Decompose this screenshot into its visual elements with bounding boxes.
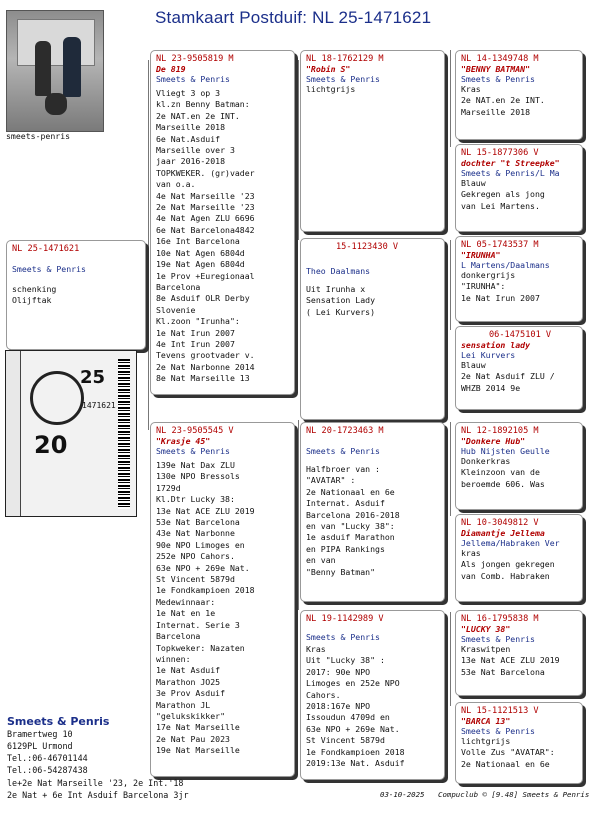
father-father-card[interactable]	[300, 50, 445, 232]
stamp-band	[6, 351, 21, 516]
mf-line: Barcelona 2016-2018	[306, 509, 400, 520]
ff-line: lichtgrijs	[306, 84, 356, 94]
fff-ring: NL 14-1349748 M	[461, 54, 539, 64]
stamp-number: 25	[80, 367, 106, 388]
house-shape	[17, 19, 95, 66]
owner-name: Smeets & Penris	[7, 715, 110, 728]
ggp-ffm-card[interactable]	[455, 144, 583, 232]
mother-mother-card[interactable]	[300, 610, 445, 780]
father-line: Vliegt 3 op 3	[156, 88, 221, 98]
ffm-name: dochter "t Streepke"	[461, 158, 560, 168]
mf-line: Halfbroer van :	[306, 464, 380, 474]
stamp-code: 1471621	[82, 401, 116, 410]
fm-breeder: Theo Daalmans	[306, 266, 371, 276]
mm-line: 1e Fondkampioen 2018	[306, 746, 405, 757]
ggp-mmm-card[interactable]	[455, 702, 583, 784]
mmf-line: 53e Nat Barcelona	[461, 666, 545, 677]
owner-block	[7, 716, 109, 776]
fmm-line: Blauw	[461, 360, 486, 370]
mf-line: en van "Lucky 38":	[306, 521, 395, 532]
mm-line: Cahors.	[306, 689, 341, 700]
pigeon-logo-icon	[30, 371, 84, 425]
fmf-breeder: L Martens/Daalmans	[461, 260, 550, 270]
father-line: Barcelona	[156, 281, 201, 292]
mmm-ring: NL 15-1121513 V	[461, 706, 539, 716]
mf-line: en van	[306, 555, 336, 566]
dog-shape	[45, 93, 67, 115]
ffm-line: Blauw	[461, 178, 486, 188]
fmf-line: 1e Nat Irun 2007	[461, 292, 540, 303]
page-title: Stamkaart Postduif: NL 25-1471621	[155, 8, 432, 27]
mother-line: 139e Nat Dax ZLU	[156, 460, 235, 470]
mm-breeder: Smeets & Penris	[306, 632, 380, 642]
mother-line: 17e Nat Marseille	[156, 722, 240, 733]
mother-line: Medewinnaar:	[156, 596, 216, 607]
bottom-note: 2e Nat + 6e Int Asduif Barcelona 3jr	[7, 790, 189, 800]
ggp-mff-card[interactable]	[455, 422, 583, 510]
father-line: Kl.zoon "Irunha":	[156, 316, 240, 327]
father-line: 4e Int Irun 2007	[156, 338, 235, 349]
mmm-name: "BARCA 13"	[461, 716, 511, 726]
photo-caption: smeets-penris	[6, 131, 71, 141]
ff-ring: NL 18-1762129 M	[306, 54, 384, 64]
father-line: 16e Int Barcelona	[156, 236, 240, 247]
owner-photo	[6, 10, 104, 132]
mmf-name: "LUCKY 38"	[461, 624, 511, 634]
ggp-fmf-card[interactable]	[455, 236, 583, 322]
mother-line: 19e Nat Marseille	[156, 745, 240, 756]
fff-line: Marseille 2018	[461, 106, 531, 117]
mmf-ring: NL 16-1795838 M	[461, 614, 539, 624]
mother-line: winnen:	[156, 653, 191, 664]
mother-line: 3e Prov Asduif	[156, 688, 226, 699]
mm-line: 2018:167e NPO	[306, 701, 371, 712]
fmm-ring: 06-1475101 V	[489, 330, 552, 340]
mother-card[interactable]	[150, 422, 295, 777]
father-breeder: Smeets & Penris	[156, 74, 230, 84]
mother-line: 1e Fondkampioen 2018	[156, 585, 255, 596]
person-left	[35, 41, 51, 96]
father-line: 1e Nat Irun 2007	[156, 327, 235, 338]
ggp-fmm-card[interactable]	[455, 326, 583, 410]
print-date: 03-10-2025	[380, 790, 425, 799]
mmf-line: Kraswitpen	[461, 644, 511, 654]
mother-father-card[interactable]	[300, 422, 445, 602]
mother-line: Kl.Dtr Lucky 38:	[156, 494, 235, 505]
ggp-mfm-card[interactable]	[455, 514, 583, 602]
mother-line: Topkweker: Nazaten	[156, 642, 245, 653]
mmm-line: Volle Zus "AVATAR":	[461, 747, 555, 758]
father-line: kl.zn Benny Batman:	[156, 99, 250, 110]
mother-line: Marathon JO25	[156, 676, 221, 687]
mf-line: Internat. Asduif	[306, 498, 385, 509]
owner-line: Tel.:06-54287438	[7, 765, 88, 775]
fff-line: Kras	[461, 84, 481, 94]
father-line: 4e Nat Agen ZLU 6696	[156, 213, 255, 224]
ff-name: "Robin S"	[306, 64, 351, 74]
ff-breeder: Smeets & Penris	[306, 74, 380, 84]
fff-line: 2e NAT.en 2e INT.	[461, 95, 545, 106]
mf-line: en PIPA Rankings	[306, 543, 385, 554]
fm-line: Uit Irunha x	[306, 284, 366, 294]
ggp-mmf-card[interactable]	[455, 610, 583, 696]
father-line: 6e Nat Barcelona4842	[156, 224, 255, 235]
father-line: 4e Nat Marseille '23	[156, 190, 255, 201]
mff-ring: NL 12-1892105 M	[461, 426, 539, 436]
mother-line: 43e Nat Narbonne	[156, 528, 235, 539]
mf-line: "AVATAR" :	[306, 475, 356, 486]
mother-line: St Vincent 5879d	[156, 574, 235, 585]
mff-name: "Donkere Hub"	[461, 436, 526, 446]
father-line: jaar 2016-2018	[156, 156, 226, 167]
mm-line: St Vincent 5879d	[306, 735, 385, 746]
mother-line: 53e Nat Barcelona	[156, 517, 240, 528]
fmf-line: "IRUNHA":	[461, 281, 506, 292]
father-line: Marseille 2018	[156, 122, 226, 133]
subject-line: Olijftak	[12, 295, 52, 306]
mother-line: 252e NPO Cahors.	[156, 551, 235, 562]
fm-line: Sensation Lady	[306, 295, 376, 306]
subject-card[interactable]	[6, 240, 146, 350]
fmf-name: "IRUNHA"	[461, 250, 501, 260]
mm-line: Issoudun 4709d en	[306, 712, 390, 723]
father-line: 6e Nat.Asduif	[156, 133, 221, 144]
father-line: van o.a.	[156, 179, 196, 190]
owner-line: 6129PL Urmond	[7, 741, 73, 751]
fmm-breeder: Lei Kurvers	[461, 350, 516, 360]
mm-line: Uit "Lucky 38" :	[306, 655, 385, 666]
father-line: Tevens grootvader v.	[156, 350, 255, 361]
subject-ring: NL 25-1471621	[12, 244, 80, 254]
owner-line: Tel.:06-46701144	[7, 753, 88, 763]
father-line: 2e Nat Marseille '23	[156, 202, 255, 213]
mfm-ring: NL 10-3049812 V	[461, 518, 539, 528]
father-line: Slovenie	[156, 304, 196, 315]
father-name: De 819	[156, 64, 186, 74]
mm-ring: NL 19-1142989 V	[306, 614, 384, 624]
subject-line: schenking	[12, 284, 57, 294]
ring-card-stamp	[5, 350, 137, 517]
mf-line: "Benny Batman"	[306, 566, 376, 577]
fmm-name: sensation lady	[461, 340, 531, 350]
fmm-line: 2e Nat Asduif ZLU /	[461, 371, 555, 382]
mf-line: 2e Nationaal en 6e	[306, 486, 395, 497]
mm-line: Limoges en 252e NPO	[306, 678, 400, 689]
mmf-line: 13e Nat ACE ZLU 2019	[461, 655, 560, 666]
ggp-fff-card[interactable]	[455, 50, 583, 140]
mm-line: 2019:13e Nat. Asduif	[306, 758, 405, 769]
mother-line: 1729d	[156, 482, 181, 493]
subject-breeder: Smeets & Penris	[12, 264, 86, 274]
mother-line: 1e Nat Asduif	[156, 665, 221, 676]
person-right	[63, 37, 81, 97]
owner-line: Bramertweg 10	[7, 729, 73, 739]
mother-line: 63e NPO + 269e Nat.	[156, 562, 250, 573]
fmm-line: WHZB 2014 9e	[461, 382, 521, 393]
father-line: TOPKWEKER. (gr)vader	[156, 167, 255, 178]
ffm-breeder: Smeets & Penris/L Ma	[461, 168, 560, 178]
mother-ring: NL 23-9505545 V	[156, 426, 234, 436]
software-credit: Compuclub © [9.48] Smeets & Penris	[438, 790, 590, 799]
bottom-note: le+2e Nat Marseille '23, 2e Int.'18	[7, 778, 184, 788]
mf-ring: NL 20-1723463 M	[306, 426, 384, 436]
ffm-line: van Lei Martens.	[461, 200, 540, 211]
father-line: 19e Nat Agen 6804d	[156, 259, 245, 270]
mff-line: beroemde 606. Was	[461, 478, 545, 489]
barcode-icon	[118, 359, 130, 509]
mmm-line: 2e Nationaal en 6e	[461, 758, 550, 769]
mother-line: Barcelona	[156, 631, 201, 642]
mff-line: Donkerkras	[461, 456, 511, 466]
mm-line: 63e NPO + 269e Nat.	[306, 723, 400, 734]
mmm-breeder: Smeets & Penris	[461, 726, 535, 736]
fmf-line: donkergrijs	[461, 270, 516, 280]
mother-line: 90e NPO Limoges en	[156, 539, 245, 550]
mother-line: 130e NPO Bressols	[156, 471, 240, 482]
mfm-breeder: Jellema/Habraken Ver	[461, 538, 560, 548]
mother-line: 1e Nat en 1e	[156, 608, 216, 619]
fm-line: ( Lei Kurvers)	[306, 306, 376, 317]
mff-line: Kleinzoon van de	[461, 467, 540, 478]
father-mother-card[interactable]	[300, 238, 445, 420]
father-ring: NL 23-9505819 M	[156, 54, 234, 64]
father-line: 2e NAT.en 2e INT.	[156, 110, 240, 121]
mfm-name: Diamantje Jellema	[461, 528, 545, 538]
father-line: 8e Nat Marseille 13	[156, 373, 250, 384]
mm-line: Kras	[306, 644, 326, 654]
mff-breeder: Hub Nijsten Geulle	[461, 446, 550, 456]
ffm-line: Gekregen als jong	[461, 189, 545, 200]
mmm-line: lichtgrijs	[461, 736, 511, 746]
fff-breeder: Smeets & Penris	[461, 74, 535, 84]
mfm-line: van Comb. Habraken	[461, 570, 550, 581]
mfm-line: Als jongen gekregen	[461, 559, 555, 570]
father-line: 8e Asduif OLR Derby	[156, 293, 250, 304]
ffm-ring: NL 15-1877306 V	[461, 148, 539, 158]
fmf-ring: NL 05-1743537 M	[461, 240, 539, 250]
fff-name: "BENNY BATMAN"	[461, 64, 531, 74]
mother-name: "Krasje 45"	[156, 436, 211, 446]
mf-line: 1e asduif Marathon	[306, 532, 395, 543]
stamp-year: 20	[34, 431, 68, 459]
father-line: 10e Nat Agen 6804d	[156, 247, 245, 258]
mother-line: Internat. Serie 3	[156, 619, 240, 630]
fm-ring: 15-1123430 V	[336, 242, 399, 252]
mother-line: "gelukskikker"	[156, 710, 226, 721]
father-line: 2e Nat Narbonne 2014	[156, 361, 255, 372]
mother-breeder: Smeets & Penris	[156, 446, 230, 456]
mother-line: Marathon JL	[156, 699, 211, 710]
father-line: Marseille over 3	[156, 145, 235, 156]
mf-breeder: Smeets & Penris	[306, 446, 380, 456]
mfm-line: kras	[461, 548, 481, 558]
father-line: 1e Prov +Euregionaal	[156, 270, 255, 281]
mother-line: 13e Nat ACE ZLU 2019	[156, 505, 255, 516]
father-card[interactable]	[150, 50, 295, 395]
mother-line: 2e Nat Pau 2023	[156, 733, 230, 744]
mmf-breeder: Smeets & Penris	[461, 634, 535, 644]
mm-line: 2017: 90e NPO	[306, 666, 371, 677]
